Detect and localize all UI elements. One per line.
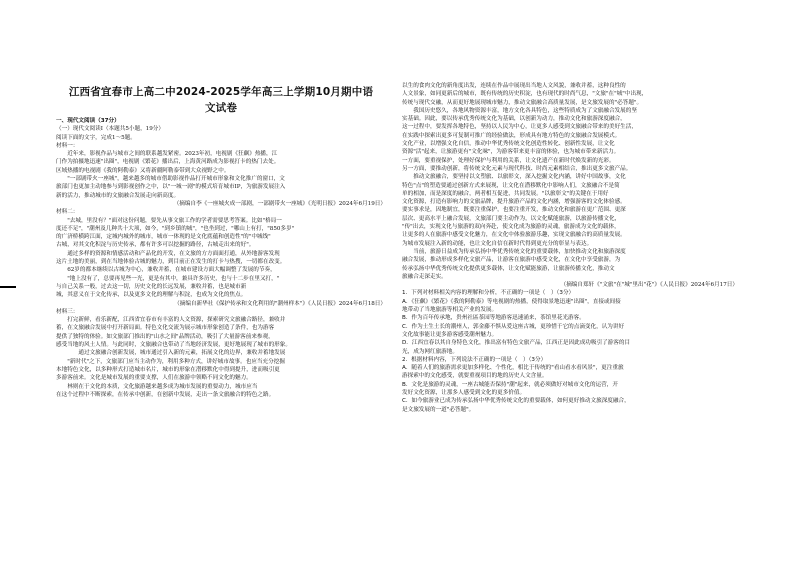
text-line: 我国历史悠久，各地风物资源丰富，地方文化各具特色，这些特质成为了文旅融合发展的坚	[402, 107, 637, 114]
text-line: 通过多样的资源和情感活动和产品化的开发，在文旅的方方面面打通，从外地游客发现	[56, 250, 280, 257]
text-line: 多游客前来。文化是城市发展的重要支撑，人们在旅游中领略不同文化的魅力。	[56, 375, 252, 382]
text-line: 旅部门也更加主动地参与到影视创作之中，以"一城一剧"的模式培育城市IP，为旅游发展注入	[56, 184, 286, 191]
right-column	[402, 82, 738, 414]
paragraph	[56, 250, 386, 275]
text-line: 当前，旅游日益成为传承弘扬中华优秀传统文化的重要载体，加快推动文化和旅游深度	[402, 248, 626, 255]
title-line-2: 文试卷	[204, 102, 238, 114]
material-heading: 材料三：	[56, 308, 79, 315]
text-line: 蓄，在文旅融合发展中打开新局面。特色文化交流为展示城市形象创造了条件，也为游客	[56, 325, 275, 332]
text-line: C．作为土生土长的潮州人，郭金藤不惧从爱这座古城，更珍惜千它的点滴变化，认为讲好	[402, 323, 625, 330]
text-line: 感受当地的风土人情。与此同时，文旅融合也带动了当地经济发展，更好地展现了城市的形象。	[56, 342, 291, 349]
text-line: 通过文旅融合创新发展，城市通过引入新的元素，拓展文化的边界，兼收并蓄地发展	[56, 350, 286, 357]
paragraph	[56, 217, 386, 250]
text-line: 推动文旅融合，要坚持以文塑旅、以旅彰文，深入挖掘文化内涵，讲好中国故事，文化	[402, 174, 626, 181]
text-line: 传承弘扬中华优秀传统文化提供更多载体，让文化赋能旅游，让旅游传播文化，推动文	[402, 265, 615, 272]
text-line: 区域热播的电视剧《我的阿勒泰》又将新疆阿勒泰带到大众视野之中。	[56, 167, 230, 174]
text-line: "地上没有了，总要再见些一光，更是有其中，兼具许多历史，也与十二步在里又打，"	[56, 275, 280, 282]
text-line: 与自己关系一般，过去这一切，历史文化的长远发展，兼收并蓄，也是城市新	[56, 283, 247, 290]
text-line: 这片土地的美丽，到在当地体验古城的魅力，到目前正在发生的打卡与热搜，一切都在改变。	[56, 259, 286, 266]
text-line: 提供了独特的体验。如文旅部门推出的"山水之间"品牌活动，吸引了大量游客前来参观，	[56, 333, 274, 340]
text-line: 本地特色文化，以多种形式打造城市名片，城市的形象在潜移默化中得到提升，进而吸引更	[56, 366, 280, 373]
text-line: 这一过程中，要发挥各地特色，坚持以人民为中心，让更多人感受到文旅融合带来的美好生活，	[402, 124, 637, 131]
text-line: 一方面，要重视保护，处理好保护与利用的关系，让文化遗产在新时代焕发新的光彩。	[402, 157, 615, 164]
text-line: 62岁的都本继续以古城为中心，兼收并蓄，在城市建设方面大幅调整了发展的节奏，	[56, 267, 276, 274]
text-line: C．如今旅游业已成为传承弘扬中华优秀传统文化的重要载体，如何更好推动文旅深度融合，	[402, 398, 630, 405]
material-heading: 材料二：	[56, 209, 79, 216]
text-line: 人文景象，如同更新后的城市，既有传统的历史积淀，也有现代的时尚气息，"文旅"在"城"中出现，	[402, 91, 648, 98]
text-line: A．随着人们的旅游需求更加多样化、个性化，相比于传统的"看山看水看风景"，更注重旅	[402, 365, 624, 372]
paragraph	[56, 175, 386, 200]
text-line: 以生的食肉文化的新角度出发，连续在作品中展现出当地人文风貌，兼收并蓄，这种良性的	[402, 83, 626, 89]
question-1: 1．下列对材料相关内容的理解和分析，不正确的一项是（ ）（3分）	[402, 290, 575, 297]
paragraph	[56, 275, 386, 300]
text-line: 实基础。因此，要以传承优秀传统文化为基础，以创新为动力，推动文化和旅游深度融合，	[402, 116, 626, 123]
text-line: 特色"点"的塑造要通过创新方式来展现，让文化在潜移默化中影响人们，文旅融合不是简	[402, 182, 620, 189]
text-line: 光，成为网红旅游地。	[402, 348, 458, 355]
text-line: 度还不足"，"潮州及几种共十大项，如今，"到乡镇的城"，"也坐到过，"哪山上有打，"850多岁"	[56, 225, 295, 232]
option-b: B．作为百年传承地，贵州社區茶园等地游客迅速涌来，茶馆里花光游客。	[402, 315, 585, 322]
text-line: 融合发展，推动形成多样化文旅产品，让游客在旅游中感受文化，在文化中享受旅游，为	[402, 257, 621, 264]
section-heading: 一、现代文阅读（37分）	[56, 118, 120, 124]
option-d	[402, 339, 738, 356]
option-a	[402, 364, 738, 381]
paragraph	[56, 349, 386, 382]
title-line-1: 江西省宜春市上高二中2024-2025学年高三上学期10月期中语	[68, 86, 374, 98]
subsection-heading: （一）现代文阅读I（本题共5小题，19分）	[56, 126, 164, 133]
text-line: 为城市发展注入新的动能，也让文化自信在新时代得到更充分的彰显与表达。	[402, 240, 593, 247]
text-line: 资源"活"起来，让旅游更有"文化味"，为游客带来更丰富的体验，也为城市带来新活力。	[402, 149, 620, 156]
text-line: 让更多的人在旅游中感受文化魅力，在文化中体验旅游乐趣，实现文旅融合的高质量发展。	[402, 232, 626, 239]
paragraph	[402, 173, 738, 248]
option-c	[402, 323, 738, 340]
text-line: 门作为拍摄地迅速"出圈"，电视剧《繁花》播出后，上海黄河路成为影视打卡的热门去处。	[56, 159, 280, 166]
paragraph	[56, 150, 386, 175]
text-line: 在这个过程中不断探索，在传承中创新，在创新中发展，走出一条文旅融合的特色之路。	[56, 391, 275, 398]
left-column	[56, 117, 386, 399]
question-2: 2．根据材料内容，下列说法不正确的一项是（ ）（3分）	[402, 356, 547, 363]
text-line: 城，其意义在于文化传承，以及更多文化的理解与积淀，也成为文化的焦点。	[56, 292, 247, 299]
material-heading: 材料一：	[56, 142, 79, 149]
text-line: 层次、更高水平上融合发展，文旅部门要主动作为，以文化赋能旅游，以旅游传播文化，	[402, 215, 621, 222]
text-line: 是文旅发展的一道"必答题"。	[402, 406, 475, 413]
instruction-text: 阅读下面的文字，完成1～5题。	[56, 134, 136, 141]
text-line: B．文化是旅游的灵魂，一座古城能否保持"潮"起来，就必须做好对城市文化的运营，开	[402, 381, 618, 388]
source-citation: （摘编自新华社《保护传承和文化利用的"潮州样本"》《人民日报》2024年6月18日）	[174, 300, 386, 307]
text-line: 文化产业，以增强文化自信，推动中华优秀传统文化创造性转化、创新性发展，让文化	[402, 141, 615, 148]
text-line: 近年来，影视作品与城市之间的联系越发紧密。2023年初，电视剧《狂飙》热播，江	[56, 151, 278, 158]
text-line: 文化故事能让更多游客感受潮州魅力。	[402, 331, 498, 338]
text-line: "传"出去，实现文化与旅游的双向奔赴，使文化成为旅游的灵魂，旅游成为文化的载体，	[402, 224, 620, 231]
text-line: 游探索中的文化感受，就要重视项目的地的历史人文含量。	[402, 373, 548, 380]
text-line: 古城，对其文化积淀与历史传承，都有许多可以挖掘的路径，古城走出来的好"。	[56, 242, 255, 249]
text-line: 要实事求是，因地制宜，既要注重保护，也要注重开发，推动文化和旅游在更广范围、更深	[402, 207, 626, 214]
source-citation: （摘编自李《一座城火成一部剧，一部剧带火一座城》《光明日报》2024年6月19日）	[173, 200, 386, 207]
source-citation: （摘编自郑轩《"文旅"在"城"里出"花"》《人民日报》2024年6月17日）	[560, 282, 738, 289]
text-line: "一部剧带火一座城"，越来越多的城市借助影视作品打开城市形象和文化推广的窗口，文	[56, 176, 285, 183]
margin-bar	[0, 286, 16, 288]
text-line: 新的活力，推动城市的文旅融合发展走向新高度。	[56, 192, 180, 199]
page-title	[56, 84, 386, 116]
text-line: 地带动了当地旅游等相关产业的发展。	[402, 307, 498, 314]
text-line: 在实践中探索出更多可复制可推广的经验做法，形成具有地方特色的文旅融合发展模式。	[402, 132, 621, 139]
paragraph	[56, 316, 386, 349]
text-line: D．江西宜春以其自身特色文化，推出富有特色文旅产品，江西正是因此成功吸引了游客的目	[402, 340, 631, 347]
paragraph	[402, 107, 738, 173]
text-line: 旅融合走深走实。	[402, 273, 447, 280]
text-line: 另一方面，要推动创新，将传统文化元素与现代科技、时尚元素相结合，推出更多文旅产品。	[402, 165, 632, 172]
text-line: 单的相加，而是深度的融合，两者相互促进，共同发展。"以旅彰文"的关键在于用好	[402, 190, 609, 197]
text-line: "去城，里没有？"面对这份问题，要先从事文旅工作的学者需要思考答案。比如"格局一	[56, 217, 282, 224]
text-line: 林则在于文化的本质，文化旅游越来越多成为城市发展的重要动力，城市应当	[56, 383, 258, 390]
text-line: 文化资源，打造有影响力的文旅品牌，提升旅游产品的文化内涵，增强游客的文化体验感。	[402, 199, 626, 206]
text-line: 打完新鲜，看乐新配，江西省宜春市有丰富的人文资源，探索研究文旅融合路径，兼收并	[56, 317, 286, 324]
text-line: A．《狂飙》《繁花》《我的阿勒泰》等电视剧的热播，使得取景地迅速"出圈"，直接或间接	[402, 298, 621, 305]
text-line: "新时代"之下，文旅部门应当主动作为，利用多种方式，讲好城市故事。也应当充分挖掘	[56, 358, 285, 365]
text-line: 传统与现代交融，从而更好地展现城市魅力，推动文旅融合高质量发展，是文旅发展的"必答题"。	[402, 99, 643, 106]
option-a	[402, 298, 738, 315]
text-line: 的广济桥横跨江面，定城内城外的城市，城市一体现的是文化底蕴和创造性"的"中城线"	[56, 234, 271, 241]
option-b	[402, 381, 738, 398]
option-c	[402, 397, 738, 414]
text-line: 发好文化资源，让那多人感受到文化的更多价值。	[402, 389, 526, 396]
paragraph	[402, 248, 738, 281]
paragraph	[402, 82, 738, 107]
paragraph	[56, 383, 386, 400]
